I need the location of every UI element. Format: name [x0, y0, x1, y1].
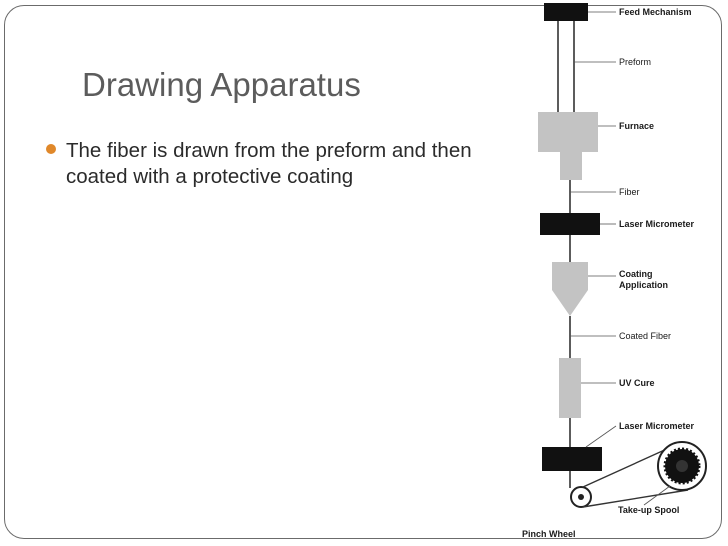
laser-micrometer-bottom-block [542, 447, 602, 471]
take-up-spool-hub [676, 460, 688, 472]
label-preform: Preform [619, 57, 652, 67]
label-furnace: Furnace [619, 121, 655, 131]
label-coating-application-2: Application [619, 280, 668, 290]
slide-title: Drawing Apparatus [82, 66, 361, 103]
bullet-item [46, 138, 486, 190]
label-laser-micrometer-top: Laser Micrometer [619, 219, 695, 229]
diagram-svg [520, 0, 728, 546]
drawing-apparatus-diagram [520, 0, 728, 546]
bullet-text: The fiber is drawn from the preform and then coated with a protective coating [66, 139, 472, 188]
label-coated-fiber: Coated Fiber [619, 331, 672, 341]
label-pinch-wheel: Pinch Wheel [522, 529, 576, 539]
laser-micrometer-top-block [540, 213, 600, 235]
label-feed-mechanism: Feed Mechanism [619, 7, 692, 17]
pinch-wheel-hub [578, 494, 584, 500]
furnace-block [538, 112, 598, 180]
coating-application-block [552, 262, 588, 316]
leader-lines [570, 12, 670, 505]
label-take-up-spool: Take-up Spool [618, 505, 680, 515]
label-laser-micrometer-bottom: Laser Micrometer [619, 421, 695, 431]
label-fiber: Fiber [619, 187, 640, 197]
feed-mechanism-block [544, 3, 588, 21]
label-uv-cure: UV Cure [619, 378, 655, 388]
label-coating-application-1: Coating [619, 269, 653, 279]
bullet-dot-icon [46, 144, 56, 154]
uv-cure-block [559, 358, 581, 418]
